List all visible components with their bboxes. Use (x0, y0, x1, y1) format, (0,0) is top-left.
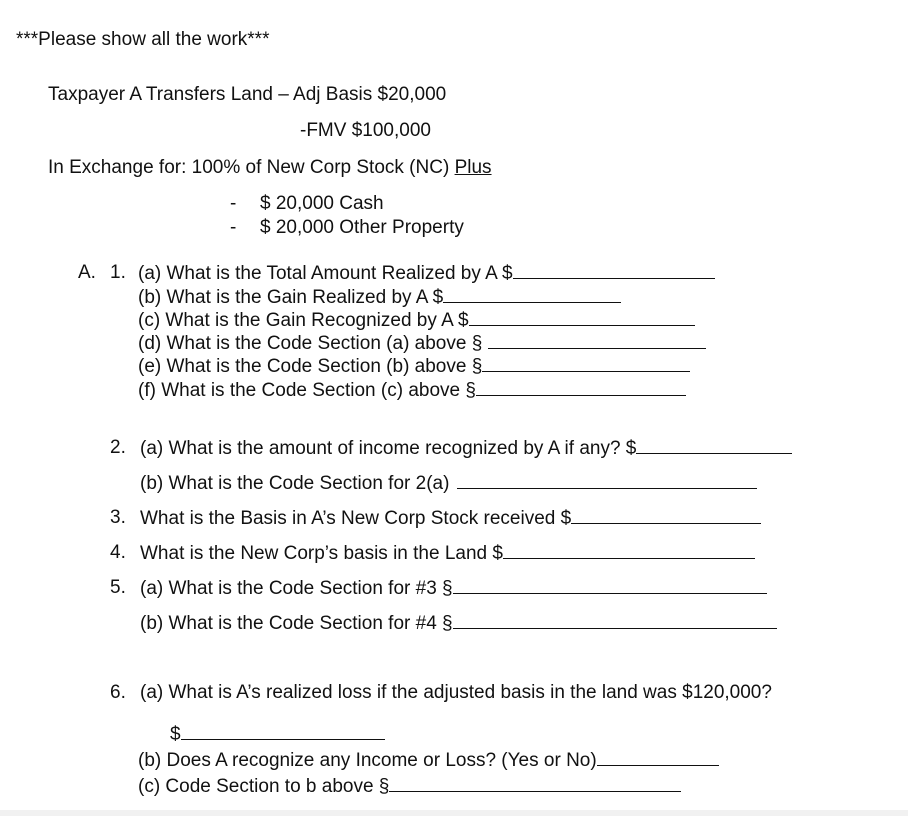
bullet-cash (230, 193, 384, 215)
exchange-plus: Plus (454, 157, 492, 178)
q6b (138, 749, 719, 772)
q4-answer-line[interactable] (503, 542, 755, 559)
instruction-header: ***Please show all the work*** (16, 29, 270, 50)
q1-number: 1. (110, 262, 126, 283)
bullet-dash: - (230, 193, 237, 214)
q6b-text: (b) Does A recognize any Income or Loss? (Yes or No) (138, 750, 597, 771)
bottom-strip (0, 810, 908, 816)
q5a (140, 577, 767, 600)
q2a (140, 437, 792, 460)
q1d-answer-line[interactable] (488, 332, 706, 349)
q2b-text: (b) What is the Code Section for 2(a) (140, 473, 450, 494)
q1f (138, 379, 686, 402)
q6a-answer-line[interactable] (181, 723, 385, 740)
q2a-text: (a) What is the amount of income recognized by A if any? $ (140, 438, 637, 459)
q5b-answer-line[interactable] (453, 612, 777, 629)
q1f-text: (f) What is the Code Section (c) above § (138, 380, 476, 401)
q2b-answer-line[interactable] (457, 472, 757, 489)
q1c-answer-line[interactable] (469, 309, 695, 326)
bullet-dash: - (230, 217, 237, 238)
q6a-answer (170, 723, 385, 746)
q5a-text: (a) What is the Code Section for #3 § (140, 578, 453, 599)
q3-answer-line[interactable] (571, 507, 761, 524)
q6-number: 6. (110, 682, 126, 703)
q4-text: What is the New Corp’s basis in the Land $ (140, 543, 503, 564)
bullet-other-property (230, 217, 464, 239)
transfer-line: Taxpayer A Transfers Land – Adj Basis $20,000 (48, 84, 447, 105)
q1e-answer-line[interactable] (482, 355, 690, 372)
q1a-answer-line[interactable] (513, 262, 715, 279)
q1c-text: (c) What is the Gain Recognized by A $ (138, 310, 469, 331)
bullet-text: $ 20,000 Other Property (260, 217, 464, 238)
q2b (140, 472, 757, 495)
q1f-answer-line[interactable] (476, 379, 686, 396)
q6a-dollar: $ (170, 724, 181, 745)
q5b (140, 612, 777, 635)
section-a-label: A. (78, 262, 96, 283)
q4 (140, 542, 755, 565)
exchange-line (48, 157, 492, 179)
q3 (140, 507, 761, 530)
q5-number: 5. (110, 577, 126, 598)
exchange-prefix: In Exchange for: 100% of New Corp Stock (NC) (48, 157, 455, 178)
q3-text: What is the Basis in A’s New Corp Stock received $ (140, 508, 572, 529)
q5a-answer-line[interactable] (453, 577, 767, 594)
q6c-answer-line[interactable] (389, 775, 681, 792)
q1d (138, 332, 706, 355)
q6c-text: (c) Code Section to b above § (138, 776, 390, 797)
q1b (138, 286, 621, 309)
q1b-text: (b) What is the Gain Realized by A $ (138, 287, 444, 308)
q2-number: 2. (110, 437, 126, 458)
fmv-line: -FMV $100,000 (300, 120, 431, 141)
q1e (138, 355, 690, 378)
q1d-text: (d) What is the Code Section (a) above § (138, 333, 483, 354)
bullet-text: $ 20,000 Cash (260, 193, 384, 214)
q6a: (a) What is A’s realized loss if the adjusted basis in the land was $120,000? (140, 682, 772, 703)
q1c (138, 309, 695, 332)
q2a-answer-line[interactable] (636, 437, 792, 454)
q1a-text: (a) What is the Total Amount Realized by A $ (138, 263, 513, 284)
q1b-answer-line[interactable] (443, 286, 621, 303)
q1e-text: (e) What is the Code Section (b) above § (138, 356, 483, 377)
q5b-text: (b) What is the Code Section for #4 § (140, 613, 453, 634)
q3-number: 3. (110, 507, 126, 528)
q4-number: 4. (110, 542, 126, 563)
q6b-answer-line[interactable] (597, 749, 719, 766)
q6c (138, 775, 681, 798)
q1a (138, 262, 715, 285)
